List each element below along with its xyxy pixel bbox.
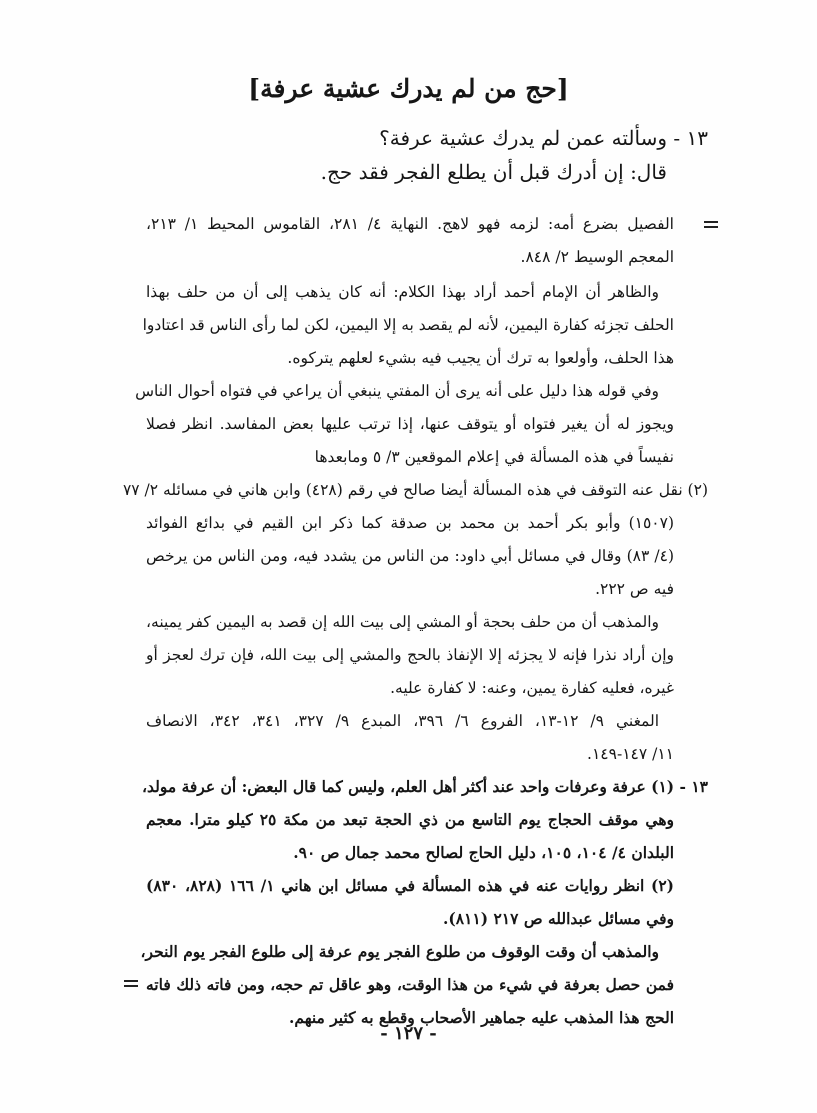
footnote-line: نفيساً في هذه المسألة في إعلام الموقعين ٣/ ٥ ومابعدها [314, 448, 674, 466]
footnote-line: المعجم الوسيط ٢/ ٨٤٨. [520, 248, 674, 266]
footnote-line: غيره، فعليه كفارة يمين، وعنه: لا كفارة عليه. [390, 679, 674, 697]
answer-text: قال: إن أدرك قبل أن يطلع الفجر فقد حج. [320, 160, 667, 184]
footnote-line: وفي مسائل عبدالله ص ٢١٧ (٨١١). [442, 909, 674, 928]
footnote-line: هذا الحلف، وأولعوا به ترك أن يجيب فيه بشيء لعلهم يتركوه. [287, 349, 674, 367]
footnote-line: ١٣ - (١) عرفة وعرفات واحد عند أكثر أهل العلم، وليس كما قال البعض: أن عرفة مولد، [142, 777, 708, 796]
page-title: [حج من لم يدرك عشية عرفة] [248, 74, 569, 103]
footnote-line: (٢) انظر روايات عنه في هذه المسألة في مسائل ابن هاني ١/ ١٦٦ (٨٢٨، ٨٣٠) [146, 876, 675, 895]
footnote-line: والمذهب أن وقت الوقوف من طلوع الفجر يوم عرفة إلى طلوع الفجر يوم النحر، [140, 942, 659, 961]
footnote-line: ١١/ ١٤٧-١٤٩. [587, 745, 674, 763]
footnote-line: والمذهب أن من حلف بحجة أو المشي إلى بيت الله إن قصد به اليمين كفر يمينه، [146, 613, 659, 631]
footnote-line: المغني ٩/ ١٢-١٣، الفروع ٦/ ٣٩٦، المبدع ٩/ ٣٢٧، ٣٤١، ٣٤٢، الانصاف [146, 712, 660, 730]
footnote-line: ويجوز له أن يغير فتواه أو يتوقف عنها، إذا ترتب عليها بعض المفاسد. انظر فصلا [146, 415, 674, 433]
footnote-line: والظاهر أن الإمام أحمد أراد بهذا الكلام: أنه كان يذهب إلى أن من حلف بهذا [146, 283, 659, 301]
footnote-line: وفي قوله هذا دليل على أنه يرى أن المفتي ينبغي أن يراعي في فتواه أحوال الناس [135, 382, 659, 400]
footnote-line: فيه ص ٢٢٢. [595, 580, 674, 598]
footnote-line: وإن أراد نذرا فإنه لا يجزئه إلا الإنفاذ بالحج والمشي إلى بيت الله، فإن ترك لعجز أو [146, 646, 674, 664]
footnote-line: (٤/ ٨٣) وقال في مسائل أبي داود: من الناس من يشدد فيه، ومن الناس من يرخص [146, 547, 675, 565]
footnote-line: وهي موقف الحجاج يوم التاسع من ذي الحجة تبعد من مكة ٢٥ كيلو مترا. معجم [146, 810, 674, 829]
footnote-line: الفصيل بضرع أمه: لزمه فهو لاهج. النهاية ٤/ ٢٨١، القاموس المحيط ١/ ٢١٣، [146, 215, 674, 233]
footnote-line: الحج هذا المذهب عليه جماهير الأصحاب وقطع به كثير منهم. [288, 1008, 674, 1027]
question-text: ١٣ - وسألته عمن لم يدرك عشية عرفة؟ [379, 126, 708, 150]
footnote-line: فمن حصل بعرفة في شيء من هذا الوقت، وهو عاقل تم حجه، ومن فاته ذلك فاته [146, 975, 674, 994]
footnote-line: (٢) نقل عنه التوقف في هذه المسألة أيضا صالح في رقم (٤٢٨) وابن هاني في مسائله ٢/ ٧٧ [122, 481, 708, 499]
footnote-line: (١٥٠٧) وأبو بكر أحمد بن محمد بن صدقة كما ذكر ابن القيم في بدائع الفوائد [146, 514, 674, 532]
scan-mark-left [124, 980, 138, 990]
footnote-line: البلدان ٤/ ١٠٤، ١٠٥، دليل الحاج لصالح محمد جمال ص ٩٠. [293, 843, 674, 862]
footnote-line: الحلف تجزئه كفارة اليمين، لأنه لم يقصد به إلا اليمين، لكن لما رأى الناس قد اعتادوا [142, 316, 674, 334]
page-number: - ١٢٧ - [380, 1023, 437, 1044]
footnote-separator-mark [704, 221, 718, 231]
